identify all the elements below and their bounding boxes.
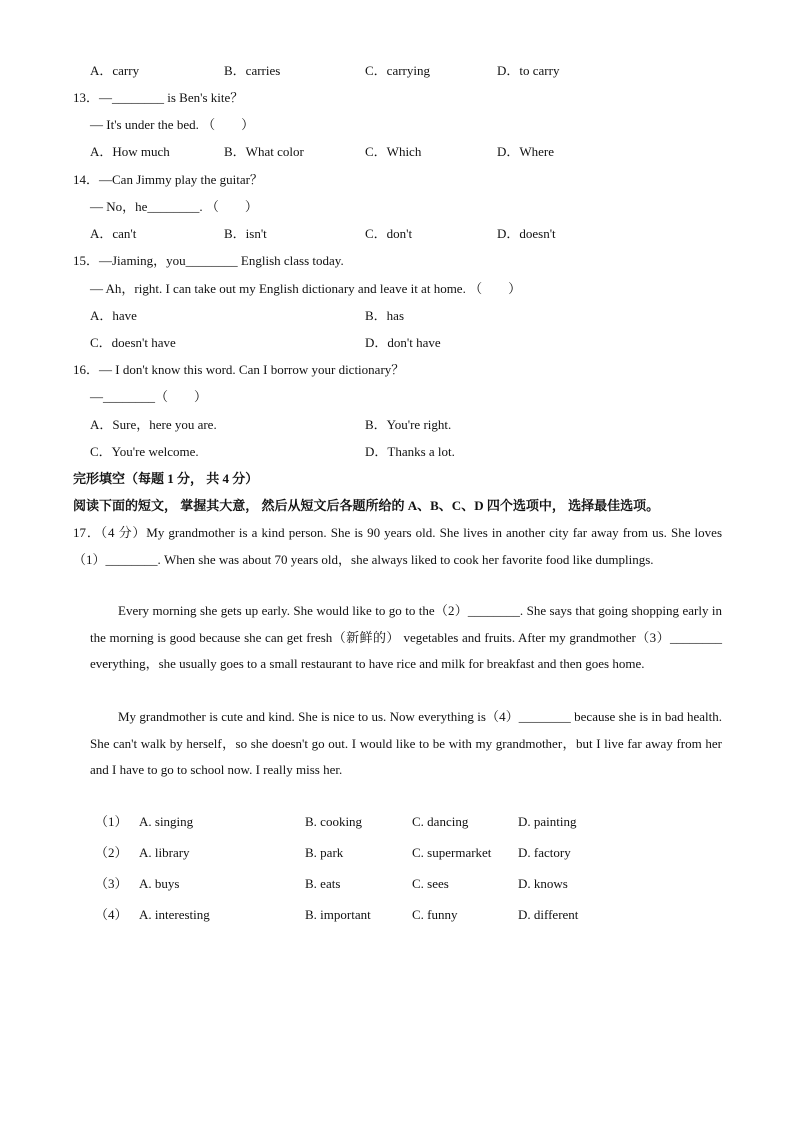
cloze-paragraph-2-text: Every morning she gets up early. She would like to go to the（2）________. She says that going shopping early in the morning is good because she can get fresh（新鲜的） vegetables and fruits. After my grandmother（3）________ everything，she usually goes to a small restaurant to have rice and milk for breakfast and then goes home. bbox=[90, 603, 722, 671]
q16-option-c[interactable]: C．You're welcome. bbox=[90, 444, 199, 459]
cloze-paragraph-3-text: My grandmother is cute and kind. She is nice to us. Now everything is（4）________ because she is in bad health. She can't walk by herself，so she doesn't go out. I would like to be with my grandmother，but I live far away from her and I have to go to school now. I really miss her. bbox=[90, 709, 722, 777]
cloze-3-option-d[interactable]: D. knows bbox=[518, 876, 568, 891]
cloze-3-option-b[interactable]: B. eats bbox=[305, 876, 341, 891]
q15-reply: — Ah，right. I can take out my English dictionary and leave it at home. （ ） bbox=[90, 281, 522, 296]
cloze-paragraph-3 bbox=[90, 704, 722, 784]
cloze-choice-number: （4） bbox=[95, 907, 128, 922]
q13-stem: 13．—________ is Ben's kite？ bbox=[73, 90, 244, 105]
cloze-choice-number: （2） bbox=[95, 845, 128, 860]
q13-option-d[interactable]: D．Where bbox=[497, 144, 555, 159]
q14-option-d[interactable]: D．doesn't bbox=[497, 226, 556, 241]
q15-option-a[interactable]: A．have bbox=[90, 308, 137, 323]
cloze-choice-number: （3） bbox=[95, 876, 128, 891]
cloze-section-title: 完形填空（每题 1 分， 共 4 分） bbox=[73, 471, 259, 486]
cloze-1-option-a[interactable]: A. singing bbox=[139, 814, 194, 829]
q14-stem: 14．—Can Jimmy play the guitar？ bbox=[73, 172, 263, 187]
cloze-1-option-d[interactable]: D. painting bbox=[518, 814, 577, 829]
q13-option-b[interactable]: B．What color bbox=[224, 144, 304, 159]
q16-option-a[interactable]: A．Sure，here you are. bbox=[90, 417, 217, 432]
cloze-4-option-d[interactable]: D. different bbox=[518, 907, 579, 922]
cloze-paragraph-1-text: 17．（4 分）My grandmother is a kind person. She is 90 years old. She lives in another city far away from us. She loves （1）________. When she was about 70 years old，she always liked to cook her favorite food like dumplings. bbox=[73, 525, 722, 567]
q13-option-c[interactable]: C．Which bbox=[365, 144, 422, 159]
cloze-4-option-b[interactable]: B. important bbox=[305, 907, 371, 922]
q16-option-d[interactable]: D．Thanks a lot. bbox=[365, 444, 455, 459]
cloze-instruction: 阅读下面的短文， 掌握其大意， 然后从短文后各题所给的 A、B、C、D 四个选项中， 选择最佳选项。 bbox=[73, 498, 660, 513]
cloze-3-option-c[interactable]: C. sees bbox=[412, 876, 449, 891]
cloze-2-option-b[interactable]: B. park bbox=[305, 845, 344, 860]
cloze-paragraph-1 bbox=[73, 520, 722, 573]
q12-option-d[interactable]: D．to carry bbox=[497, 63, 560, 78]
q16-reply: —________（ ） bbox=[90, 389, 208, 404]
q13-option-a[interactable]: A．How much bbox=[90, 144, 170, 159]
q14-option-a[interactable]: A．can't bbox=[90, 226, 137, 241]
q14-reply: — No，he________. （ ） bbox=[90, 199, 258, 214]
cloze-choice-number: （1） bbox=[95, 814, 128, 829]
cloze-4-option-c[interactable]: C. funny bbox=[412, 907, 458, 922]
q16-option-b[interactable]: B．You're right. bbox=[365, 417, 452, 432]
q15-option-b[interactable]: B．has bbox=[365, 308, 405, 323]
q12-option-a[interactable]: A．carry bbox=[90, 63, 140, 78]
q12-option-b[interactable]: B．carries bbox=[224, 63, 281, 78]
cloze-3-option-a[interactable]: A. buys bbox=[139, 876, 180, 891]
q15-stem: 15．—Jiaming，you________ English class today. bbox=[73, 253, 344, 268]
cloze-1-option-c[interactable]: C. dancing bbox=[412, 814, 469, 829]
cloze-2-option-c[interactable]: C. supermarket bbox=[412, 845, 492, 860]
q15-option-d[interactable]: D．don't have bbox=[365, 335, 441, 350]
q15-option-c[interactable]: C．doesn't have bbox=[90, 335, 176, 350]
q13-reply: — It's under the bed. （ ） bbox=[90, 117, 255, 132]
cloze-2-option-a[interactable]: A. library bbox=[139, 845, 190, 860]
q16-stem: 16．— I don't know this word. Can I borrow your dictionary？ bbox=[73, 362, 405, 377]
q14-option-b[interactable]: B．isn't bbox=[224, 226, 267, 241]
cloze-2-option-d[interactable]: D. factory bbox=[518, 845, 571, 860]
cloze-4-option-a[interactable]: A. interesting bbox=[139, 907, 210, 922]
q14-option-c[interactable]: C．don't bbox=[365, 226, 413, 241]
q12-option-c[interactable]: C．carrying bbox=[365, 63, 430, 78]
cloze-paragraph-2 bbox=[90, 598, 722, 678]
cloze-1-option-b[interactable]: B. cooking bbox=[305, 814, 363, 829]
